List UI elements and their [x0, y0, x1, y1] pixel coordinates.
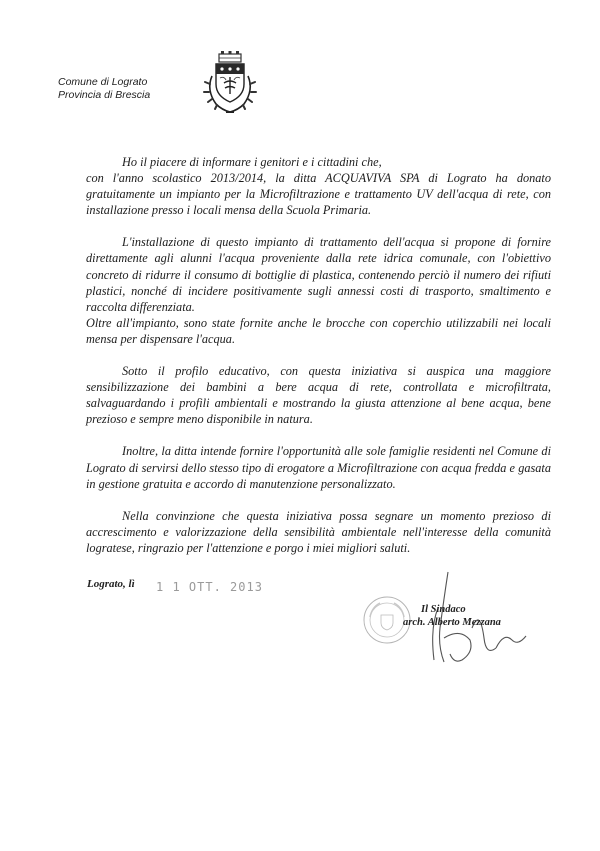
- letter-body: [86, 154, 551, 556]
- date-stamp: 1 1 OTT. 2013: [156, 580, 263, 594]
- signer-title: Il Sindaco: [421, 604, 466, 615]
- paragraph-educational: Sotto il profilo educativo, con questa iniziativa si auspica una maggiore sensibilizzazione dei bambini a bere acqua di rete, controllata e microfiltrata, salvaguardando i profili ambientali e mostrando la giusta attenzione al bene acqua, bene prezioso e sempre meno disponibile in natura.: [86, 364, 551, 427]
- signer-block: [403, 603, 501, 629]
- municipality-name: Comune di Lograto: [58, 76, 148, 88]
- paragraph-closing: Nella convinzione che questa iniziativa possa segnare un momento prezioso di accrescimento e valorizzazione della sensibilità ambientale nell'interesse della comunità logratese, ringrazio per l'attenzione e porgo i miei migliori saluti.: [86, 508, 551, 555]
- letterhead: [58, 76, 150, 102]
- province-name: Provincia di Brescia: [58, 89, 151, 101]
- municipal-crest-icon: [198, 50, 262, 116]
- paragraph-families: Inoltre, la ditta intende fornire l'opportunità alle sole famiglie residenti nel Comune di Lograto di servirsi dello stesso tipo di erogatore a Microfiltrazione con acqua fredda e gasata in gestione gratuita e accordo di manutenzione personalizzato.: [86, 444, 551, 491]
- paragraph-pitchers: Oltre all'impianto, sono state fornite anche le brocche con coperchio utilizzabili nei locali mensa per dispensare l'acqua.: [86, 315, 551, 346]
- place-label: Lograto, lì: [87, 578, 135, 590]
- signer-name: arch. Alberto Mezzana: [403, 617, 501, 628]
- paragraph-intro-first-line: Ho il piacere di informare i genitori e i cittadini che,: [122, 155, 382, 169]
- paragraph-intro: [86, 154, 551, 218]
- paragraph-installation: L'installazione di questo impianto di trattamento dell'acqua si propone di fornire direttamente agli alunni l'acqua proveniente dalla rete idrica comunale, con l'obiettivo concreto di ridurre il consumo di bottiglie di plastica, contenendo perciò il numero dei rifiuti plastici, nonché di incidere positivamente sugli annessi costi di trasporto, smaltimento e raccolta differenziata.: [86, 235, 551, 314]
- paragraph-intro-rest: con l'anno scolastico 2013/2014, la ditta ACQUAVIVA SPA di Lograto ha donato gratuitamente un impianto per la Microfiltrazione e trattamento UV dell'acqua di rete, con installazione presso i locali mensa della Scuola Primaria.: [86, 171, 551, 218]
